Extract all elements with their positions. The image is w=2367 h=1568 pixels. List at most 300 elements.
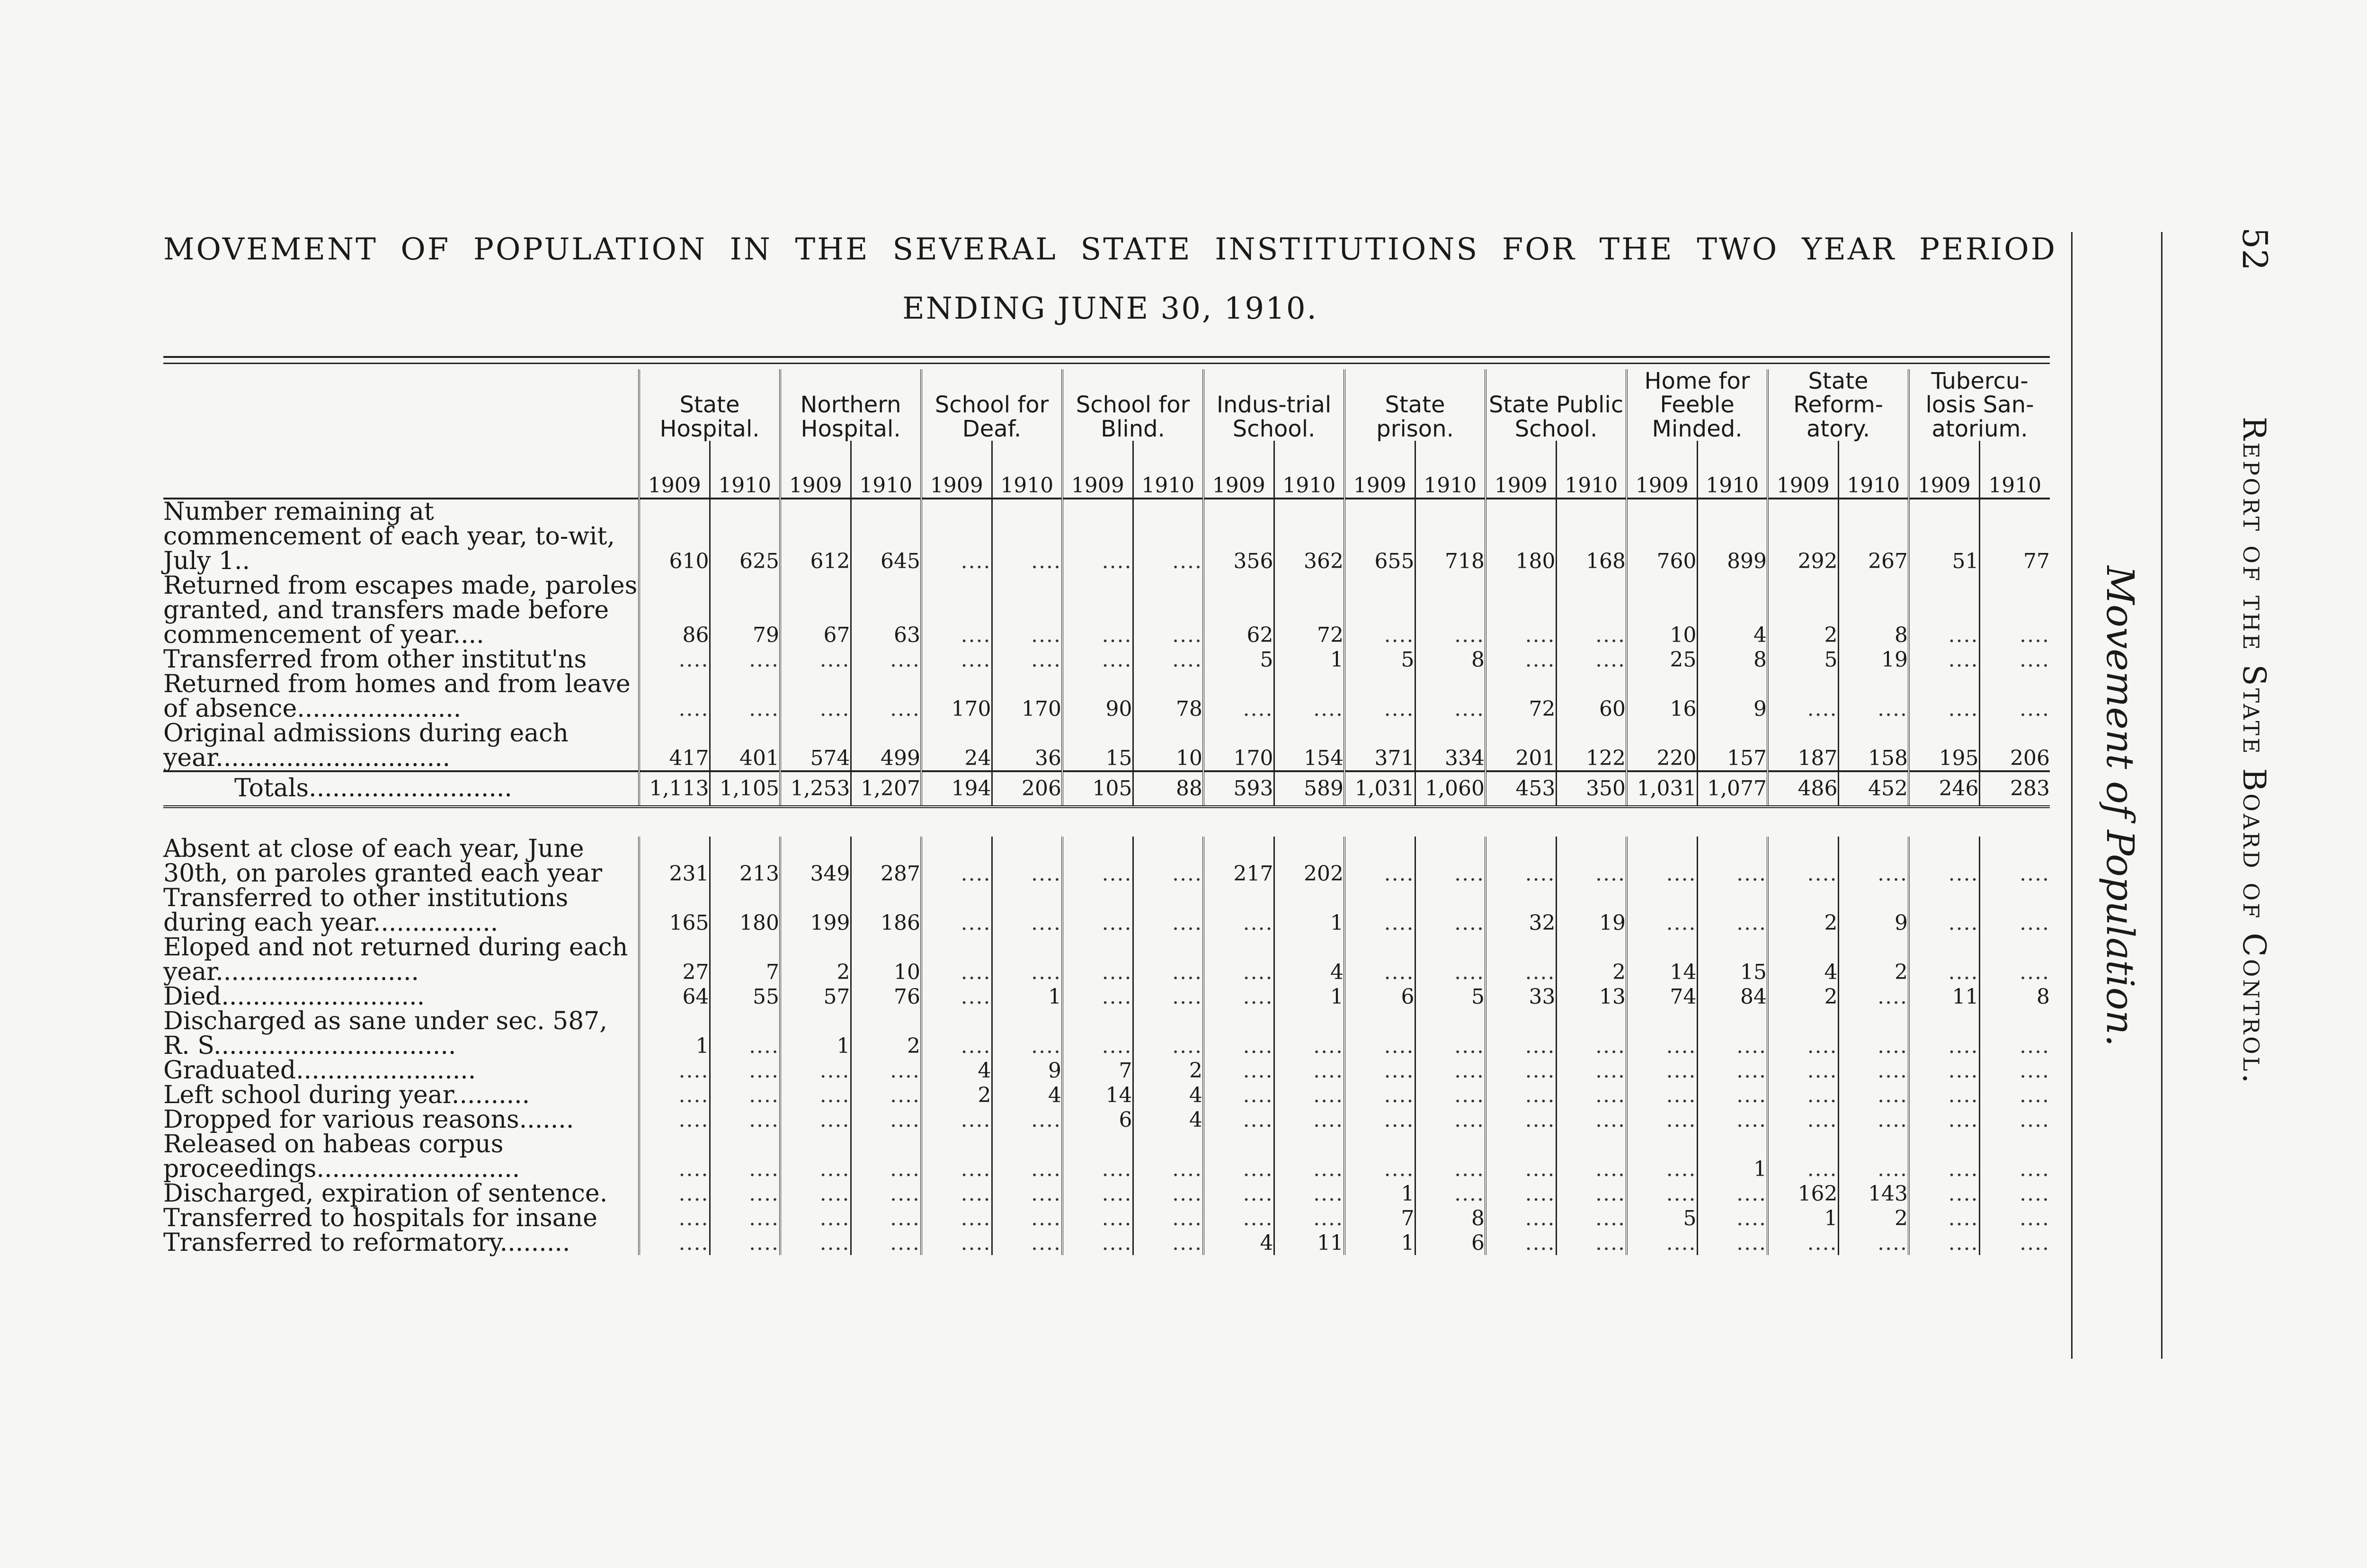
table-cell: ....	[1062, 935, 1133, 984]
table-cell: 62	[1203, 573, 1274, 647]
table-cell: ....	[1556, 1083, 1627, 1107]
table-cell: ....	[1274, 1206, 1344, 1230]
table-row	[163, 672, 2050, 721]
table-cell: 77	[1979, 499, 2050, 573]
table-row	[163, 984, 2050, 1009]
table-cell: 349	[780, 837, 851, 886]
table-cell: ....	[1486, 647, 1556, 672]
table-cell: ....	[921, 1181, 992, 1206]
table-cell: ....	[1909, 647, 1979, 672]
table-cell: 195	[1909, 721, 1979, 771]
row-label: Discharged, expiration of sentence.	[163, 1179, 608, 1208]
table-cell: 1,105	[710, 771, 780, 807]
table-row	[163, 647, 2050, 672]
table-cell: ....	[1909, 1107, 1979, 1132]
table-cell: ....	[851, 672, 921, 721]
table-cell: ....	[639, 1107, 710, 1132]
table-cell: 180	[710, 886, 780, 935]
table-cell: 574	[780, 721, 851, 771]
table-cell: ....	[639, 1181, 710, 1206]
table-cell: 718	[1415, 499, 1486, 573]
table-cell: ....	[1062, 1132, 1133, 1181]
table-body-admissions	[163, 499, 2050, 771]
table-cell: ....	[1486, 1181, 1556, 1206]
table-cell: 625	[710, 499, 780, 573]
table-cell: 6	[1344, 984, 1415, 1009]
table-cell: ....	[992, 647, 1062, 672]
table-cell: ....	[992, 1206, 1062, 1230]
table-cell: ....	[1133, 1206, 1203, 1230]
table-cell: 57	[780, 984, 851, 1009]
table-cell: ....	[921, 499, 992, 573]
table-cell: ....	[1062, 984, 1133, 1009]
table-cell: ....	[1415, 573, 1486, 647]
column-header: State Hospital.	[639, 369, 780, 441]
table-cell: ....	[1486, 1132, 1556, 1181]
table-cell: 2	[1133, 1058, 1203, 1083]
table-cell: 10	[851, 935, 921, 984]
table-cell: ....	[1486, 935, 1556, 984]
table-cell: ....	[639, 672, 710, 721]
table-cell: 8	[1415, 647, 1486, 672]
table-cell: ....	[851, 1132, 921, 1181]
section-title: Movement of Population.	[2098, 566, 2142, 1047]
right-vertical-rule	[2071, 232, 2073, 1359]
table-body-departures	[163, 837, 2050, 1255]
table-cell: ....	[1203, 1181, 1274, 1206]
table-cell: 14	[1627, 935, 1697, 984]
table-cell: ....	[1203, 1107, 1274, 1132]
table-cell: 453	[1486, 771, 1556, 807]
table-cell: ....	[1203, 1058, 1274, 1083]
table-cell: ....	[1909, 1181, 1979, 1206]
table-cell: 645	[851, 499, 921, 573]
top-double-rule	[163, 356, 2050, 358]
table-cell: 2	[1768, 984, 1838, 1009]
row-label: Original admissions during each year..............................	[163, 719, 569, 773]
table-cell: 14	[1062, 1083, 1133, 1107]
table-cell: ....	[1979, 1206, 2050, 1230]
table-cell: 1,077	[1697, 771, 1768, 807]
table-cell: 5	[1768, 647, 1838, 672]
table-cell: 165	[639, 886, 710, 935]
table-cell: 499	[851, 721, 921, 771]
table-row	[163, 1132, 2050, 1181]
table-cell: 180	[1486, 499, 1556, 573]
table-spacer	[163, 807, 2050, 837]
table-cell: 206	[1979, 721, 2050, 771]
table-cell: 202	[1274, 837, 1344, 886]
table-cell: ....	[921, 1009, 992, 1058]
table-cell: 1,207	[851, 771, 921, 807]
page-title: MOVEMENT OF POPULATION IN THE SEVERAL STATE INSTITUTIONS FOR THE TWO YEAR PERIOD	[163, 232, 2057, 267]
table-cell: 122	[1556, 721, 1627, 771]
table-cell: ....	[1838, 1230, 1909, 1255]
table-cell: 84	[1697, 984, 1768, 1009]
table-cell: ....	[1979, 837, 2050, 886]
table-cell: 1,060	[1415, 771, 1486, 807]
table-cell: ....	[851, 1107, 921, 1132]
table-cell: ....	[1627, 886, 1697, 935]
table-row	[163, 573, 2050, 647]
table-cell: 217	[1203, 837, 1274, 886]
year-header: 1909	[1062, 441, 1133, 499]
table-cell: ....	[1203, 1206, 1274, 1230]
table-cell: ....	[992, 837, 1062, 886]
table-cell: 401	[710, 721, 780, 771]
year-header: 1909	[1909, 441, 1979, 499]
table-cell: ....	[1697, 886, 1768, 935]
table-cell: 1	[992, 984, 1062, 1009]
table-cell: ....	[639, 1132, 710, 1181]
table-cell: ....	[1486, 573, 1556, 647]
row-label: Graduated.......................	[163, 1056, 476, 1085]
table-cell: 417	[639, 721, 710, 771]
table-cell: 7	[1062, 1058, 1133, 1083]
table-cell: 143	[1838, 1181, 1909, 1206]
table-cell: 362	[1274, 499, 1344, 573]
table-cell: 5	[1344, 647, 1415, 672]
table-cell: 1	[1697, 1132, 1768, 1181]
table-cell: 10	[1133, 721, 1203, 771]
table-cell: 371	[1344, 721, 1415, 771]
table-cell: ....	[1556, 837, 1627, 886]
table-cell: 19	[1838, 647, 1909, 672]
table-cell: 105	[1062, 771, 1133, 807]
table-cell: ....	[992, 573, 1062, 647]
table-cell: ....	[780, 1230, 851, 1255]
table-cell: 158	[1838, 721, 1909, 771]
table-cell: 27	[639, 935, 710, 984]
table-cell: ....	[1979, 1132, 2050, 1181]
table-cell: 267	[1838, 499, 1909, 573]
table-cell: ....	[1133, 1181, 1203, 1206]
table-row	[163, 1009, 2050, 1058]
table-cell: ....	[1697, 1230, 1768, 1255]
table-cell: ....	[1697, 1181, 1768, 1206]
table-cell: 4	[1203, 1230, 1274, 1255]
table-cell: 4	[992, 1083, 1062, 1107]
table-cell: 19	[1556, 886, 1627, 935]
table-cell: ....	[1979, 647, 2050, 672]
table-row	[163, 1083, 2050, 1107]
year-header: 1909	[921, 441, 992, 499]
table-cell: ....	[1627, 837, 1697, 886]
table-cell: ....	[1768, 837, 1838, 886]
column-header: State Reform-atory.	[1768, 369, 1909, 441]
table-cell: 4	[1768, 935, 1838, 984]
row-label: Released on habeas corpus proceedings..........................	[163, 1130, 520, 1184]
table-cell: ....	[1415, 672, 1486, 721]
table-cell: ....	[1979, 1181, 2050, 1206]
year-header: 1910	[710, 441, 780, 499]
table-cell: ....	[1344, 1132, 1415, 1181]
table-cell: ....	[1979, 886, 2050, 935]
table-cell: ....	[1133, 984, 1203, 1009]
table-cell: ....	[1274, 1083, 1344, 1107]
table-cell: 8	[1415, 1206, 1486, 1230]
table-cell: ....	[710, 1009, 780, 1058]
table-cell: 610	[639, 499, 710, 573]
table-cell: 60	[1556, 672, 1627, 721]
table-cell: ....	[1344, 1107, 1415, 1132]
population-table	[163, 369, 2050, 1255]
row-label: Dropped for various reasons.......	[163, 1105, 574, 1134]
table-cell: 2	[921, 1083, 992, 1107]
table-cell: ....	[1274, 1009, 1344, 1058]
table-cell: ....	[1697, 1083, 1768, 1107]
table-cell: ....	[1556, 573, 1627, 647]
table-row	[163, 721, 2050, 771]
table-cell: ....	[1133, 1230, 1203, 1255]
table-cell: ....	[921, 573, 992, 647]
year-header: 1910	[1556, 441, 1627, 499]
table-cell: ....	[1556, 1058, 1627, 1083]
table-cell: 1	[1344, 1181, 1415, 1206]
year-header: 1909	[639, 441, 710, 499]
table-cell: ....	[851, 1206, 921, 1230]
table-cell: ....	[1133, 499, 1203, 573]
table-cell: 74	[1627, 984, 1697, 1009]
year-header: 1910	[1979, 441, 2050, 499]
table-cell: ....	[1062, 886, 1133, 935]
table-cell: ....	[1344, 1083, 1415, 1107]
table-cell: 2	[851, 1009, 921, 1058]
row-label: Transferred from other institut'ns	[163, 645, 587, 674]
table-cell: ....	[851, 1181, 921, 1206]
table-cell: ....	[1274, 1058, 1344, 1083]
table-cell: ....	[1486, 837, 1556, 886]
table-cell: ....	[1415, 837, 1486, 886]
table-cell: 4	[1697, 573, 1768, 647]
table-cell: 55	[710, 984, 780, 1009]
table-cell: ....	[1838, 1132, 1909, 1181]
table-cell: ....	[710, 1181, 780, 1206]
table-cell: 1	[1768, 1206, 1838, 1230]
year-header: 1910	[1697, 441, 1768, 499]
table-cell: 5	[1415, 984, 1486, 1009]
table-cell: ....	[710, 1058, 780, 1083]
table-cell: 1,113	[639, 771, 710, 807]
table-cell: 201	[1486, 721, 1556, 771]
table-cell: 655	[1344, 499, 1415, 573]
table-cell: ....	[1415, 1181, 1486, 1206]
year-header: 1910	[1838, 441, 1909, 499]
table-cell: 2	[1838, 935, 1909, 984]
table-cell: ....	[851, 1058, 921, 1083]
table-cell: ....	[1838, 1058, 1909, 1083]
table-cell: 486	[1768, 771, 1838, 807]
table-cell: ....	[780, 672, 851, 721]
table-cell: ....	[1838, 1083, 1909, 1107]
table-cell: ....	[1556, 1107, 1627, 1132]
table-cell: ....	[1556, 1009, 1627, 1058]
table-cell: ....	[921, 1107, 992, 1132]
year-header: 1910	[1415, 441, 1486, 499]
running-head: Report of the State Board of Control.	[2236, 417, 2272, 1086]
table-cell: 2	[1556, 935, 1627, 984]
table-cell: ....	[992, 1009, 1062, 1058]
table-cell: ....	[1909, 1083, 1979, 1107]
table-cell: 194	[921, 771, 992, 807]
table-cell: 9	[1838, 886, 1909, 935]
table-cell: ....	[921, 1206, 992, 1230]
table-cell: ....	[710, 1107, 780, 1132]
column-header: Northern Hospital.	[780, 369, 921, 441]
table-cell: ....	[780, 1181, 851, 1206]
table-cell: 1	[1344, 1230, 1415, 1255]
table-row	[163, 499, 2050, 573]
label-header-cell	[163, 369, 639, 441]
table-cell: 6	[1062, 1107, 1133, 1132]
table-cell: ....	[1979, 1107, 2050, 1132]
table-cell: 16	[1627, 672, 1697, 721]
table-cell: ....	[780, 1107, 851, 1132]
table-cell: 1	[639, 1009, 710, 1058]
year-header-row	[163, 441, 2050, 499]
table-cell: 5	[1203, 647, 1274, 672]
table-cell: ....	[1133, 1132, 1203, 1181]
year-header: 1909	[780, 441, 851, 499]
table-cell: ....	[710, 1083, 780, 1107]
table-cell: 2	[1768, 886, 1838, 935]
table-cell: ....	[639, 1206, 710, 1230]
table-cell: 13	[1556, 984, 1627, 1009]
table-cell: ....	[1062, 647, 1133, 672]
table-cell: 2	[780, 935, 851, 984]
table-cell: 4	[1274, 935, 1344, 984]
row-label: Left school during year..........	[163, 1081, 530, 1110]
table-cell: ....	[1274, 1107, 1344, 1132]
table-cell: 8	[1979, 984, 2050, 1009]
table-cell: 8	[1697, 647, 1768, 672]
table-cell: 162	[1768, 1181, 1838, 1206]
table-row	[163, 935, 2050, 984]
year-header: 1909	[1768, 441, 1838, 499]
table-cell: ....	[1415, 1083, 1486, 1107]
table-cell: 350	[1556, 771, 1627, 807]
table-cell: ....	[710, 1230, 780, 1255]
table-cell: ....	[780, 1083, 851, 1107]
table-cell: ....	[1486, 1009, 1556, 1058]
table-cell: 220	[1627, 721, 1697, 771]
table-cell: ....	[1979, 573, 2050, 647]
column-header: School for Blind.	[1062, 369, 1203, 441]
table-cell: 899	[1697, 499, 1768, 573]
label-year-cell	[163, 441, 639, 499]
table-cell: ....	[1627, 1083, 1697, 1107]
page-number: 52	[2235, 227, 2275, 271]
table-cell: ....	[1768, 672, 1838, 721]
year-header: 1910	[851, 441, 921, 499]
table-cell: ....	[639, 1058, 710, 1083]
table-cell: 36	[992, 721, 1062, 771]
table-cell: 32	[1486, 886, 1556, 935]
table-cell: ....	[710, 672, 780, 721]
table-cell: 187	[1768, 721, 1838, 771]
table-cell: 24	[921, 721, 992, 771]
table-row	[163, 1058, 2050, 1083]
table-cell: ....	[1979, 1083, 2050, 1107]
table-cell: ....	[1697, 1107, 1768, 1132]
table-cell: ....	[1838, 672, 1909, 721]
table-cell: ....	[1909, 1009, 1979, 1058]
table-cell: ....	[1133, 935, 1203, 984]
table-cell: ....	[1979, 1009, 2050, 1058]
table-cell: ....	[1274, 1132, 1344, 1181]
table-cell: ....	[1203, 1009, 1274, 1058]
table-cell: ....	[1133, 837, 1203, 886]
table-cell: 356	[1203, 499, 1274, 573]
table-cell: ....	[1062, 1206, 1133, 1230]
table-cell: 4	[1133, 1083, 1203, 1107]
table-cell: 15	[1697, 935, 1768, 984]
table-cell: 6	[1415, 1230, 1486, 1255]
table-cell: 9	[1697, 672, 1768, 721]
right-vertical-rule-2	[2161, 232, 2162, 1359]
table-cell: ....	[639, 1083, 710, 1107]
table-cell: 78	[1133, 672, 1203, 721]
table-cell: 213	[710, 837, 780, 886]
page-subtitle: ENDING JUNE 30, 1910.	[902, 291, 1318, 326]
table-cell: ....	[1627, 1107, 1697, 1132]
table-cell: ....	[1556, 647, 1627, 672]
table-cell: ....	[1627, 1132, 1697, 1181]
table-cell: ....	[1838, 984, 1909, 1009]
table-cell: 7	[710, 935, 780, 984]
table-cell: ....	[1203, 935, 1274, 984]
table-cell: 1,253	[780, 771, 851, 807]
table-cell: ....	[1627, 1058, 1697, 1083]
year-header: 1909	[1203, 441, 1274, 499]
table-cell: ....	[1697, 1058, 1768, 1083]
table-cell: ....	[1133, 573, 1203, 647]
table-cell: ....	[992, 1181, 1062, 1206]
table-cell: ....	[1415, 935, 1486, 984]
row-label: Discharged as sane under sec. 587, R. S...............................	[163, 1007, 607, 1060]
table-cell: ....	[710, 647, 780, 672]
table-cell: 168	[1556, 499, 1627, 573]
table-cell: ....	[992, 886, 1062, 935]
table-cell: 11	[1274, 1230, 1344, 1255]
row-label: Absent at close of each year, June 30th, on paroles granted each year	[163, 835, 603, 888]
table-cell: 72	[1274, 573, 1344, 647]
row-label: Returned from escapes made, paroles granted, and transfers made before commencement of year....	[163, 571, 638, 650]
table-cell: ....	[1909, 1058, 1979, 1083]
row-label: Died..........................	[163, 982, 425, 1011]
table-cell: ....	[851, 647, 921, 672]
table-cell: ....	[1062, 1009, 1133, 1058]
table-cell: ....	[1768, 1058, 1838, 1083]
table-cell: ....	[1556, 1206, 1627, 1230]
table-cell: 1	[780, 1009, 851, 1058]
table-cell: ....	[1909, 1132, 1979, 1181]
table-row	[163, 1206, 2050, 1230]
table-cell: 86	[639, 573, 710, 647]
table-cell: 2	[1768, 573, 1838, 647]
institution-header-row	[163, 369, 2050, 441]
table-cell: ....	[1909, 935, 1979, 984]
table-cell: ....	[1627, 1230, 1697, 1255]
table-cell: ....	[780, 1058, 851, 1083]
table-cell: 64	[639, 984, 710, 1009]
table-cell: ....	[1062, 1230, 1133, 1255]
table-cell: 760	[1627, 499, 1697, 573]
table-cell: 25	[1627, 647, 1697, 672]
column-header: State prison.	[1344, 369, 1486, 441]
table-cell: ....	[1697, 837, 1768, 886]
table-cell: ....	[1486, 1083, 1556, 1107]
